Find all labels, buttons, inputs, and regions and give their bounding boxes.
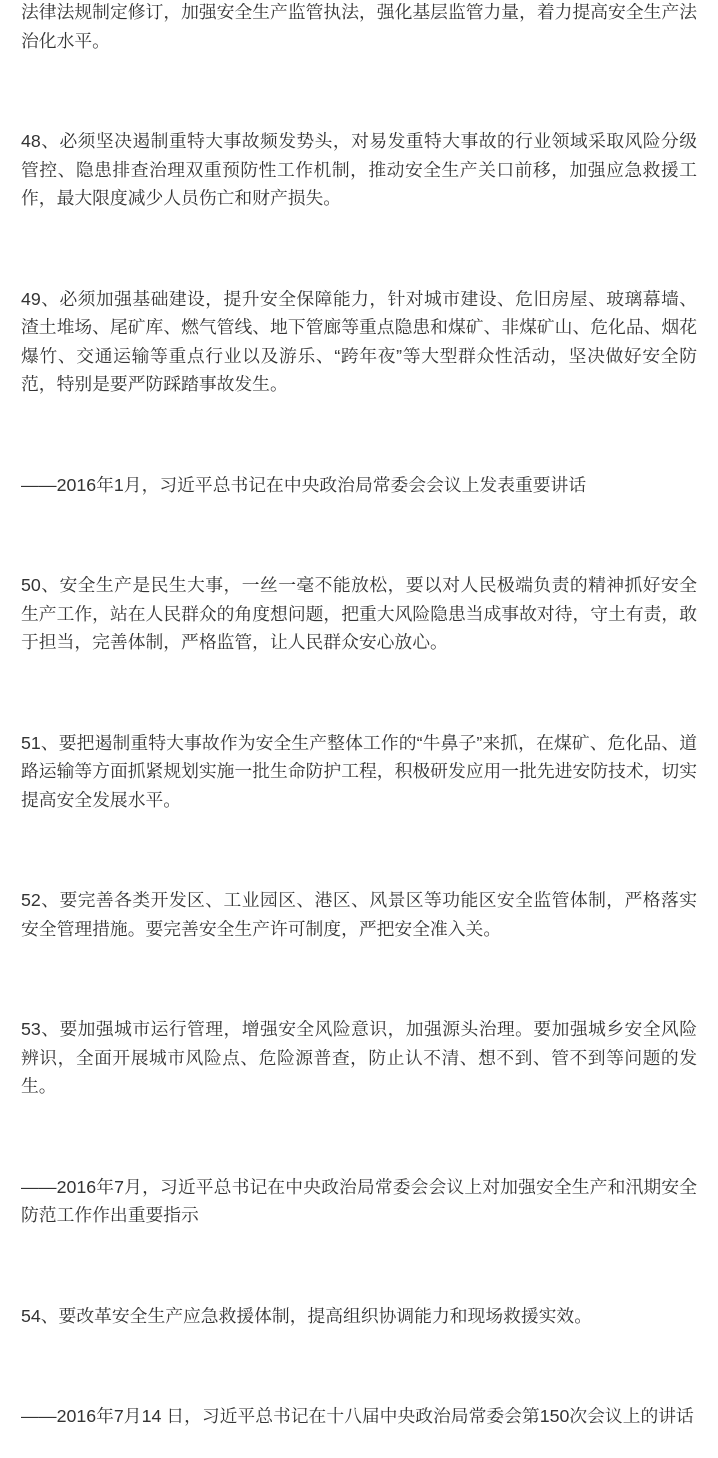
body-paragraph: 48、必须坚决遏制重特大事故频发势头，对易发重特大事故的行业领域采取风险分级管控、隐患排查治理双重预防性工作机制，推动安全生产关口前移，加强应急救援工作，最大限度减少人员伤亡和财产损失。 — [21, 131, 697, 208]
attribution-paragraph: ——2016年1月，习近平总书记在中央政治局常委会会议上发表重要讲话 — [21, 474, 587, 495]
body-paragraph: 49、必须加强基础建设，提升安全保障能力，针对城市建设、危旧房屋、玻璃幕墙、渣土堆场、尾矿库、燃气管线、地下管廊等重点隐患和煤矿、非煤矿山、危化品、烟花爆竹、交通运输等重点行业以及游乐、“跨年夜”等大型群众性活动，坚决做好安全防范，特别是要严防踩踏事故发生。 — [21, 288, 697, 394]
body-paragraph: 54、要改革安全生产应急救援体制，提高组织协调能力和现场救援实效。 — [21, 1305, 592, 1326]
attribution-paragraph: ——2016年7月14 日，习近平总书记在十八届中央政治局常委会第150次会议上的讲话 — [21, 1406, 694, 1426]
body-paragraph: 52、要完善各类开发区、工业园区、港区、风景区等功能区安全监管体制，严格落实安全管理措施。要完善安全生产许可制度，严把安全准入关。 — [21, 890, 697, 939]
body-paragraph: 53、要加强城市运行管理，增强安全风险意识，加强源头治理。要加强城乡安全风险辨识，全面开展城市风险点、危险源普查，防止认不清、想不到、管不到等问题的发生。 — [21, 1019, 697, 1096]
body-paragraph: 法律法规制定修订，加强安全生产监管执法，强化基层监管力量，着力提高安全生产法治化水平。 — [21, 2, 697, 51]
body-paragraph: 50、安全生产是民生大事，一丝一毫不能放松，要以对人民极端负责的精神抓好安全生产工作，站在人民群众的角度想问题，把重大风险隐患当成事故对待，守土有责，敢于担当，完善体制，严格监管，让人民群众安心放心。 — [21, 575, 697, 652]
attribution-paragraph: ——2016年7月，习近平总书记在中央政治局常委会会议上对加强安全生产和汛期安全防范工作作出重要指示 — [21, 1176, 697, 1225]
body-paragraph: 51、要把遏制重特大事故作为安全生产整体工作的“牛鼻子”来抓，在煤矿、危化品、道路运输等方面抓紧规划实施一批生命防护工程，积极研发应用一批先进安防技术，切实提高安全发展水平。 — [21, 732, 697, 810]
